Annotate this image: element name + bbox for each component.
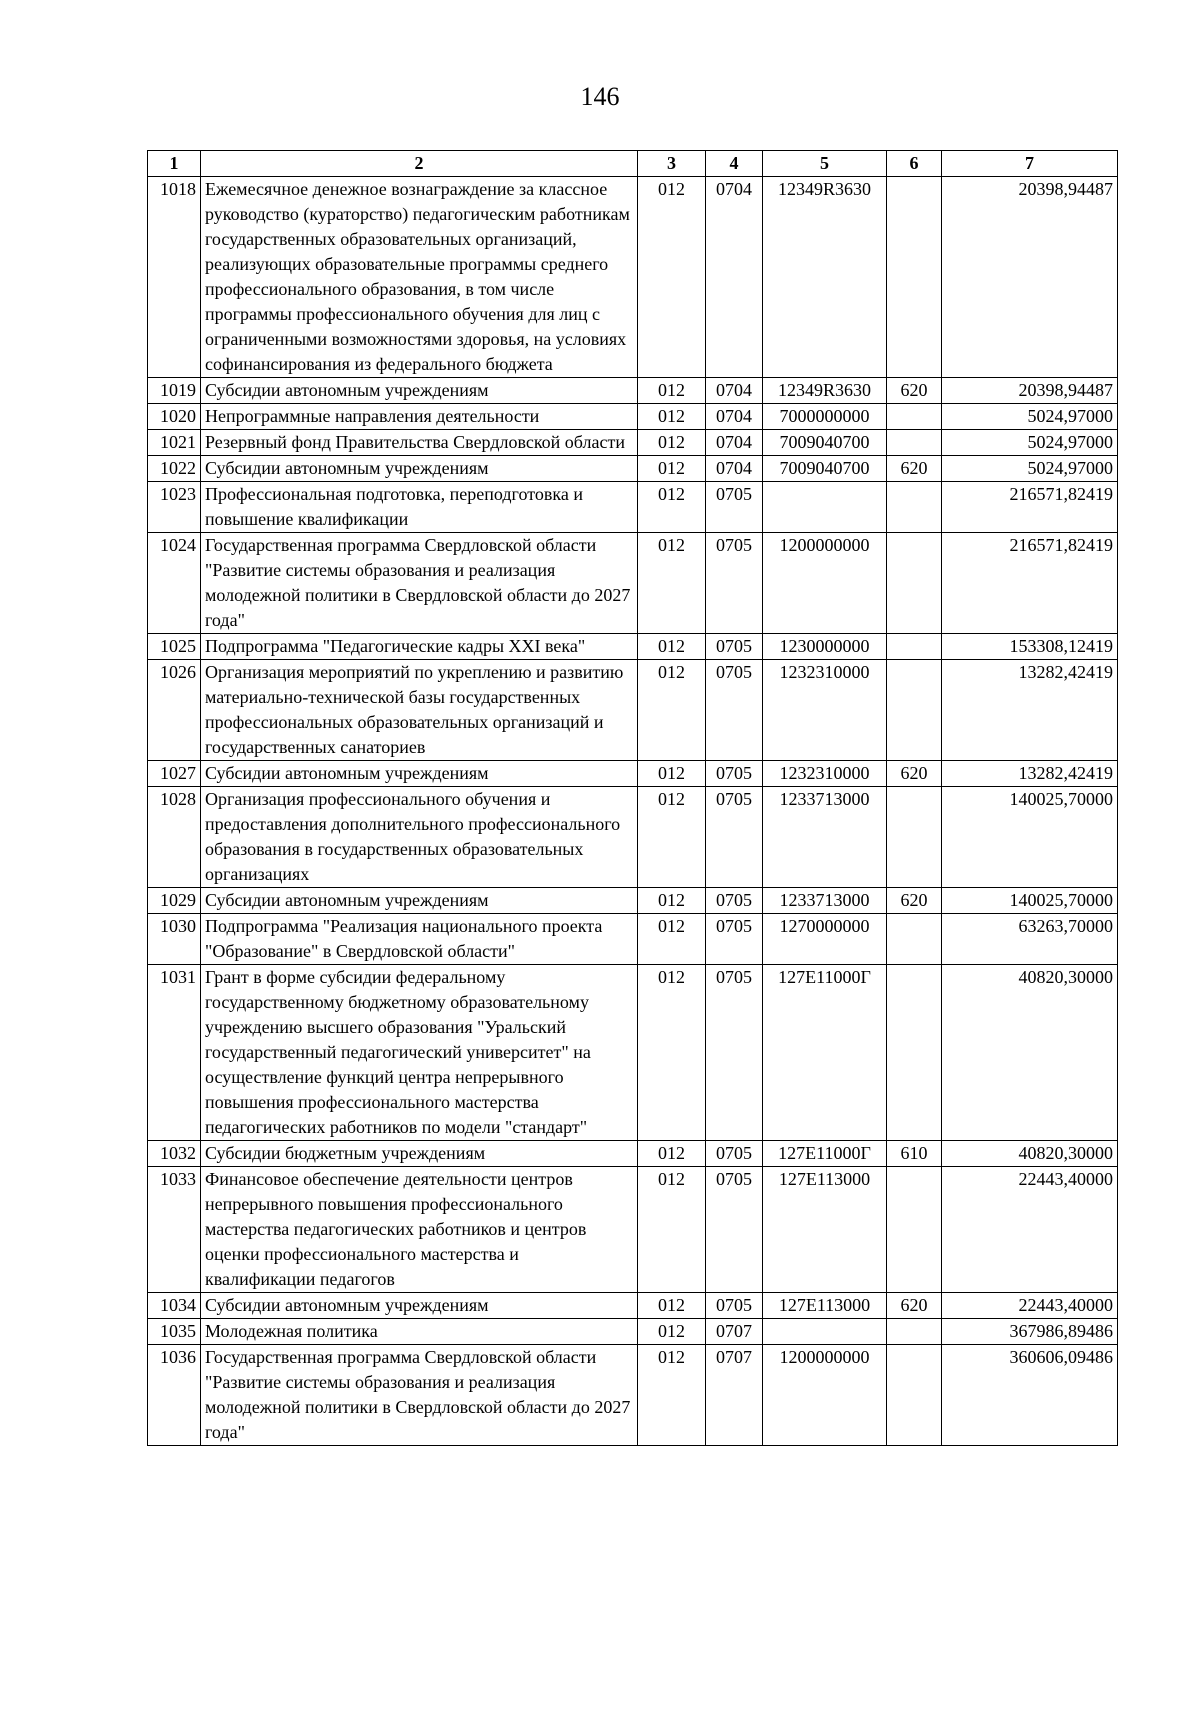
row-number: 1034 [148, 1293, 201, 1319]
row-code-6 [887, 965, 942, 1141]
row-code-6 [887, 430, 942, 456]
row-code-4: 0705 [706, 965, 763, 1141]
row-code-5: 1232310000 [763, 660, 887, 761]
row-description: Субсидии бюджетным учреждениям [201, 1141, 638, 1167]
row-amount: 40820,30000 [942, 1141, 1118, 1167]
row-amount: 367986,89486 [942, 1319, 1118, 1345]
row-code-5: 7000000000 [763, 404, 887, 430]
row-code-4: 0705 [706, 787, 763, 888]
row-code-6: 610 [887, 1141, 942, 1167]
row-code-3: 012 [638, 404, 706, 430]
row-description: Ежемесячное денежное вознаграждение за классное руководство (кураторство) педагогическим работникам государственных образовательных организаций, реализующих образовательные программы среднего профессионального образования, в том числе программы профессионального обучения для лиц с ограниченными возможностями здоровья, на условиях софинансирования из федерального бюджета [201, 177, 638, 378]
row-amount: 63263,70000 [942, 914, 1118, 965]
row-number: 1024 [148, 533, 201, 634]
row-number: 1026 [148, 660, 201, 761]
row-number: 1030 [148, 914, 201, 965]
row-description: Подпрограмма "Реализация национального проекта "Образование" в Свердловской области" [201, 914, 638, 965]
row-code-3: 012 [638, 1345, 706, 1446]
table-row [148, 914, 1118, 965]
row-description: Субсидии автономным учреждениям [201, 888, 638, 914]
row-code-6 [887, 482, 942, 533]
row-code-3: 012 [638, 378, 706, 404]
row-code-4: 0705 [706, 660, 763, 761]
row-number: 1035 [148, 1319, 201, 1345]
row-code-3: 012 [638, 660, 706, 761]
row-code-5: 127E11000Г [763, 965, 887, 1141]
row-code-4: 0705 [706, 1141, 763, 1167]
table-row [148, 456, 1118, 482]
row-code-6 [887, 1319, 942, 1345]
table-row [148, 761, 1118, 787]
page-number: 146 [580, 82, 620, 111]
table-row [148, 660, 1118, 761]
row-code-3: 012 [638, 888, 706, 914]
row-code-5: 127E113000 [763, 1167, 887, 1293]
row-code-4: 0707 [706, 1319, 763, 1345]
row-code-4: 0707 [706, 1345, 763, 1446]
row-code-3: 012 [638, 1319, 706, 1345]
row-description: Субсидии автономным учреждениям [201, 456, 638, 482]
row-code-3: 012 [638, 533, 706, 634]
header-row [148, 151, 1118, 177]
table-row [148, 378, 1118, 404]
row-code-5: 1270000000 [763, 914, 887, 965]
row-code-3: 012 [638, 1293, 706, 1319]
row-code-3: 012 [638, 787, 706, 888]
row-code-3: 012 [638, 914, 706, 965]
table-row [148, 1167, 1118, 1293]
row-code-4: 0704 [706, 378, 763, 404]
row-code-6 [887, 914, 942, 965]
row-code-5: 1200000000 [763, 533, 887, 634]
table-row [148, 1345, 1118, 1446]
row-code-4: 0705 [706, 634, 763, 660]
row-description: Субсидии автономным учреждениям [201, 1293, 638, 1319]
row-number: 1022 [148, 456, 201, 482]
row-amount: 5024,97000 [942, 456, 1118, 482]
row-code-5: 1232310000 [763, 761, 887, 787]
row-description: Непрограммные направления деятельности [201, 404, 638, 430]
table-row [148, 787, 1118, 888]
row-code-3: 012 [638, 1141, 706, 1167]
row-amount: 13282,42419 [942, 660, 1118, 761]
row-description: Грант в форме субсидии федеральному государственному бюджетному образовательному учреждению высшего образования "Уральский государственный педагогический университет" на осуществление функций центра непрерывного повышения профессионального мастерства педагогических работников по модели "стандарт" [201, 965, 638, 1141]
row-code-6 [887, 787, 942, 888]
row-code-5: 1200000000 [763, 1345, 887, 1446]
row-code-5: 12349R3630 [763, 378, 887, 404]
row-description: Молодежная политика [201, 1319, 638, 1345]
table-row [148, 404, 1118, 430]
row-description: Резервный фонд Правительства Свердловской области [201, 430, 638, 456]
row-amount: 153308,12419 [942, 634, 1118, 660]
table-row [148, 430, 1118, 456]
row-code-4: 0705 [706, 1167, 763, 1293]
row-number: 1028 [148, 787, 201, 888]
row-code-5: 7009040700 [763, 430, 887, 456]
row-code-6 [887, 1167, 942, 1293]
row-number: 1019 [148, 378, 201, 404]
row-code-3: 012 [638, 456, 706, 482]
row-description: Государственная программа Свердловской области "Развитие системы образования и реализация молодежной политики в Свердловской области до 2027 года" [201, 1345, 638, 1446]
row-amount: 22443,40000 [942, 1167, 1118, 1293]
row-description: Организация профессионального обучения и предоставления дополнительного профессионального образования в государственных образовательных организациях [201, 787, 638, 888]
row-code-5: 7009040700 [763, 456, 887, 482]
row-amount: 5024,97000 [942, 430, 1118, 456]
row-number: 1018 [148, 177, 201, 378]
row-code-6: 620 [887, 761, 942, 787]
row-code-4: 0705 [706, 1293, 763, 1319]
row-code-6: 620 [887, 378, 942, 404]
row-amount: 216571,82419 [942, 533, 1118, 634]
table-body [148, 177, 1118, 1446]
row-code-3: 012 [638, 634, 706, 660]
row-description: Финансовое обеспечение деятельности центров непрерывного повышения профессионального мастерства педагогических работников и центров оценки профессионального мастерства и квалификации педагогов [201, 1167, 638, 1293]
table-row [148, 1141, 1118, 1167]
row-code-6 [887, 177, 942, 378]
row-amount: 13282,42419 [942, 761, 1118, 787]
table-row [148, 634, 1118, 660]
row-code-4: 0704 [706, 177, 763, 378]
row-code-5: 1233713000 [763, 787, 887, 888]
row-amount: 360606,09486 [942, 1345, 1118, 1446]
row-code-5: 1230000000 [763, 634, 887, 660]
row-code-5 [763, 482, 887, 533]
column-header-5: 5 [763, 151, 887, 177]
row-number: 1021 [148, 430, 201, 456]
row-code-5: 12349R3630 [763, 177, 887, 378]
row-code-6 [887, 634, 942, 660]
row-number: 1033 [148, 1167, 201, 1293]
table-row [148, 1319, 1118, 1345]
row-description: Подпрограмма "Педагогические кадры XXI века" [201, 634, 638, 660]
row-amount: 22443,40000 [942, 1293, 1118, 1319]
row-number: 1036 [148, 1345, 201, 1446]
row-code-5: 127E11000Г [763, 1141, 887, 1167]
table-row [148, 177, 1118, 378]
column-header-4: 4 [706, 151, 763, 177]
row-code-6 [887, 404, 942, 430]
row-amount: 216571,82419 [942, 482, 1118, 533]
row-number: 1027 [148, 761, 201, 787]
row-code-4: 0705 [706, 533, 763, 634]
row-number: 1031 [148, 965, 201, 1141]
row-code-3: 012 [638, 965, 706, 1141]
table-row [148, 482, 1118, 533]
row-number: 1023 [148, 482, 201, 533]
table-row [148, 533, 1118, 634]
row-code-4: 0704 [706, 430, 763, 456]
row-amount: 5024,97000 [942, 404, 1118, 430]
row-number: 1025 [148, 634, 201, 660]
row-code-5: 127E113000 [763, 1293, 887, 1319]
row-number: 1020 [148, 404, 201, 430]
row-amount: 140025,70000 [942, 888, 1118, 914]
row-code-4: 0705 [706, 888, 763, 914]
row-code-3: 012 [638, 482, 706, 533]
row-number: 1029 [148, 888, 201, 914]
row-number: 1032 [148, 1141, 201, 1167]
row-code-5: 1233713000 [763, 888, 887, 914]
row-code-3: 012 [638, 761, 706, 787]
row-code-3: 012 [638, 177, 706, 378]
row-code-6 [887, 660, 942, 761]
row-code-4: 0704 [706, 404, 763, 430]
column-header-1: 1 [148, 151, 201, 177]
row-code-3: 012 [638, 430, 706, 456]
row-code-4: 0705 [706, 761, 763, 787]
row-description: Государственная программа Свердловской области "Развитие системы образования и реализация молодежной политики в Свердловской области до 2027 года" [201, 533, 638, 634]
row-code-5 [763, 1319, 887, 1345]
row-amount: 40820,30000 [942, 965, 1118, 1141]
row-code-6: 620 [887, 456, 942, 482]
table-row [148, 1293, 1118, 1319]
column-header-2: 2 [201, 151, 638, 177]
row-amount: 20398,94487 [942, 378, 1118, 404]
row-code-4: 0705 [706, 914, 763, 965]
row-description: Профессиональная подготовка, переподготовка и повышение квалификации [201, 482, 638, 533]
row-amount: 140025,70000 [942, 787, 1118, 888]
column-header-3: 3 [638, 151, 706, 177]
row-description: Организация мероприятий по укреплению и развитию материально-технической базы государственных профессиональных образовательных организаций и государственных санаториев [201, 660, 638, 761]
row-description: Субсидии автономным учреждениям [201, 378, 638, 404]
budget-table [147, 150, 1118, 1446]
column-header-6: 6 [887, 151, 942, 177]
row-code-6 [887, 1345, 942, 1446]
column-header-7: 7 [942, 151, 1118, 177]
table-row [148, 965, 1118, 1141]
table-row [148, 888, 1118, 914]
row-code-4: 0705 [706, 482, 763, 533]
row-amount: 20398,94487 [942, 177, 1118, 378]
row-code-4: 0704 [706, 456, 763, 482]
row-code-6: 620 [887, 1293, 942, 1319]
row-code-3: 012 [638, 1167, 706, 1293]
row-code-6 [887, 533, 942, 634]
row-code-6: 620 [887, 888, 942, 914]
row-description: Субсидии автономным учреждениям [201, 761, 638, 787]
